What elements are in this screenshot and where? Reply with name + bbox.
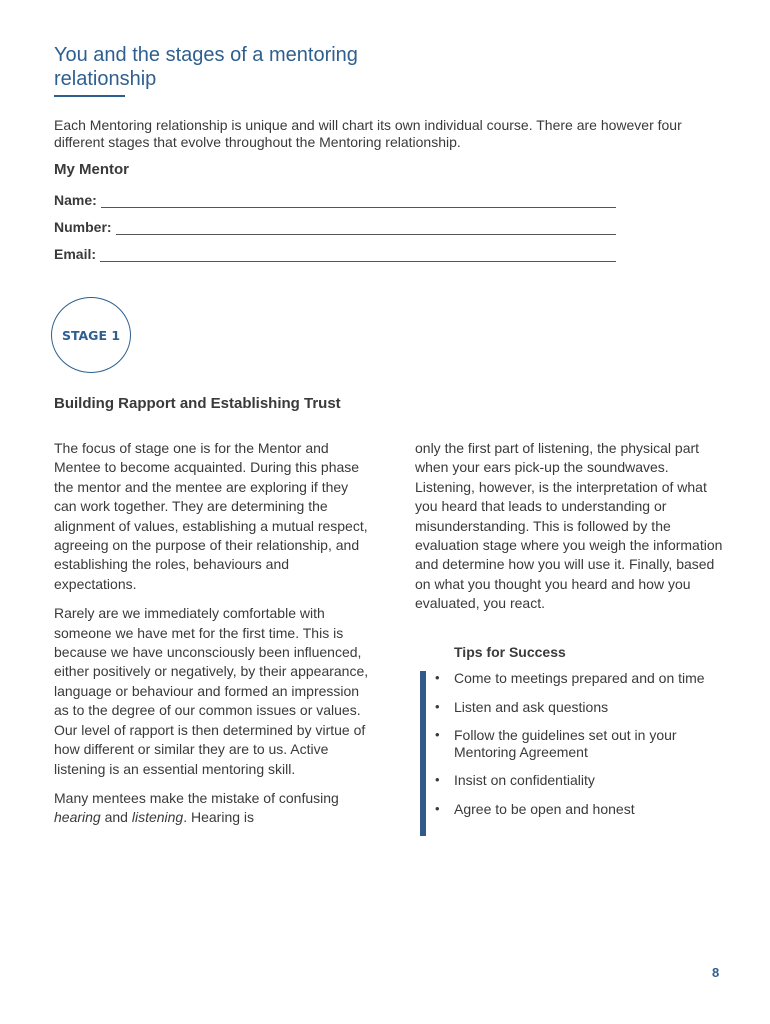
- left-column: [54, 439, 374, 838]
- mentor-email-label: Email:: [54, 246, 97, 262]
- mentor-number-line[interactable]: [116, 220, 616, 235]
- page-number: 8: [712, 965, 720, 980]
- para3-start: Many mentees make the mistake of confusing: [54, 789, 339, 806]
- tips-list: [420, 670, 720, 817]
- tips-heading: Tips for Success: [454, 644, 566, 660]
- hearing-emphasis: hearing: [54, 809, 101, 826]
- body-paragraph-2: Rarely are we immediately comfortable with someone we have met for the first time. This is because we have unconsciously been influenced, either positively or negatively, by their appearance, language or behaviour and formed an impression as to the degree of our common issues or values. Our level of rapport is then determined by virtue of how different or similar they are to us. Active listening is an essential mentoring skill.: [54, 605, 369, 777]
- tip-item: • Listen and ask questions: [435, 699, 724, 716]
- mentor-name-line[interactable]: [101, 193, 616, 208]
- tip-item: • Follow the guidelines set out in your Mentoring Agreement: [435, 727, 724, 760]
- right-column: [415, 439, 731, 624]
- mentor-email-line[interactable]: [100, 247, 616, 262]
- para3-and: and: [100, 809, 132, 826]
- para3-end: . Hearing is: [183, 809, 255, 826]
- body-paragraph-1: The focus of stage one is for the Mentor and Mentee to become acquainted. During this phase the mentor and the mentee are exploring if they can work together. They are determining the alignment of values, establishing a mutual respect, agreeing on the purpose of their relationship, and establishing the roles, behaviours and expectations.: [54, 440, 368, 592]
- body-paragraph-3: [54, 789, 374, 828]
- tips-accent-bar: [420, 671, 426, 836]
- page-title: You and the stages of a mentoring relationship: [54, 44, 358, 90]
- mentor-name-label: Name:: [54, 192, 97, 208]
- tip-item: • Come to meetings prepared and on time: [435, 670, 724, 687]
- mentor-email-field[interactable]: [54, 244, 624, 262]
- stage-heading: Building Rapport and Establishing Trust: [54, 395, 341, 412]
- title-underline: [54, 95, 125, 97]
- stage-badge: [51, 297, 131, 373]
- mentor-number-field[interactable]: [54, 217, 624, 235]
- intro-paragraph: Each Mentoring relationship is unique and will chart its own individual course. There are however four different stages that evolve throughout the Mentoring relationship.: [54, 117, 682, 150]
- mentor-number-label: Number:: [54, 219, 112, 235]
- my-mentor-heading: My Mentor: [54, 161, 129, 178]
- tip-item: • Agree to be open and honest: [435, 801, 724, 818]
- mentor-name-field[interactable]: [54, 190, 624, 208]
- body-paragraph-4: only the first part of listening, the physical part when your ears pick-up the soundwaves. Listening, however, is the interpretation of what you heard that leads to understanding or misunderstanding. This is followed by the evaluation stage where you weigh the information and determine how you will use it. Finally, based on what you thought you heard and how you evaluated, you react.: [415, 440, 723, 612]
- stage-badge-label: STAGE 1: [61, 327, 121, 343]
- tip-item: • Insist on confidentiality: [435, 772, 724, 789]
- tips-box: [420, 643, 720, 829]
- listening-emphasis: listening: [131, 809, 184, 826]
